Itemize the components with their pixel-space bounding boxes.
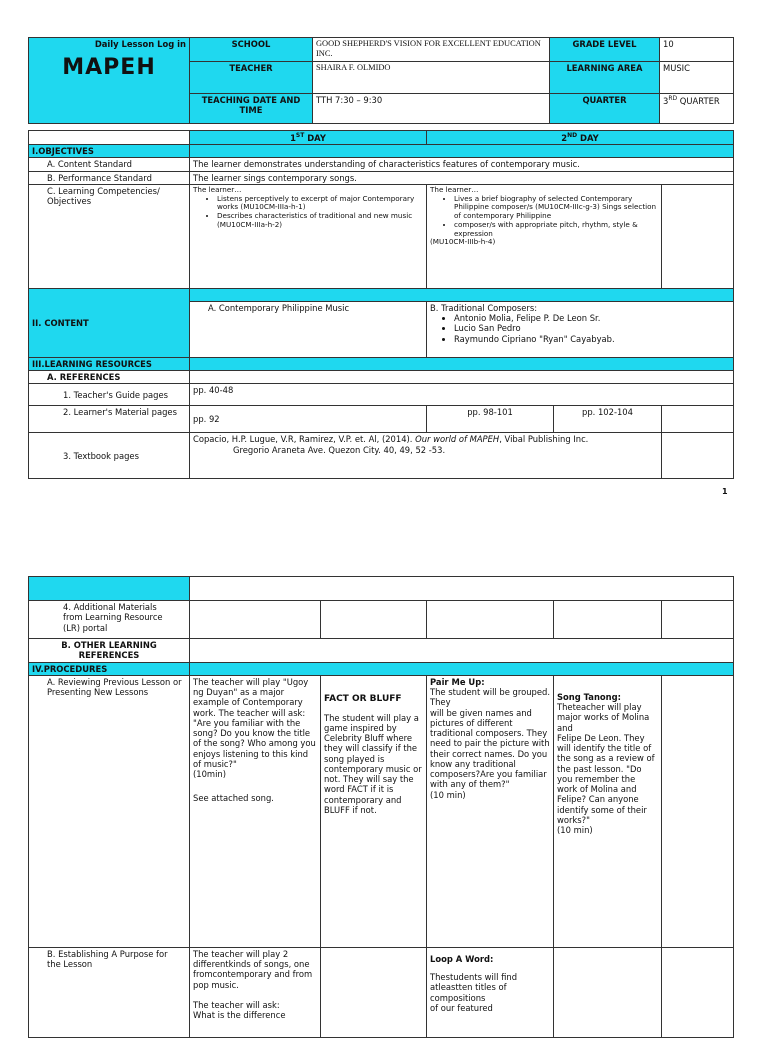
procedure-a-day2b: [554, 675, 662, 947]
content-day2-title: B. Traditional Composers:: [430, 302, 538, 313]
content-heading: [29, 288, 190, 357]
tb-label: 3. Textbook pages: [29, 433, 190, 479]
competencies-day1: [190, 184, 427, 288]
procedure-b-day1-text: The teacher will play 2 differentkinds of songs, one fromcontemporary and from pop music. The teacher will ask: What is the difference: [193, 948, 313, 1021]
lm-value-day2b: pp. 102-104: [554, 406, 662, 433]
competencies-day2-intro: The learner…: [430, 184, 479, 194]
day2-sup: ND: [567, 132, 578, 139]
grade-value: 10: [660, 38, 734, 62]
tg-value: pp. 40-48: [190, 384, 734, 406]
performance-standard-label: B. Performance Standard: [29, 171, 190, 184]
lm-label: 2. Learner's Material pages: [29, 406, 190, 433]
date-value: TTH 7:30 – 9:30: [313, 93, 550, 123]
competencies-day1-list: [193, 195, 423, 230]
list-item: • Listens perceptively to excerpt of major Contemporary works (MU10CM-IIIa-h-1): [217, 195, 423, 213]
pair-me-up-title: Pair Me Up:: [430, 676, 485, 687]
competencies-label: [29, 184, 190, 288]
day2-num: 2: [561, 132, 568, 143]
page-number: 1: [722, 487, 728, 496]
procedure-a-day1-note: See attached song.: [193, 793, 274, 804]
list-item: • composer/s with appropriate pitch, rhythm, style & expression: [454, 221, 658, 239]
teacher-label: TEACHER: [190, 61, 313, 93]
day2-header: [427, 131, 734, 145]
day1-sup: ST: [295, 132, 305, 139]
lm-value-day2a: pp. 98-101: [427, 406, 554, 433]
competencies-label-text: C. Learning Competencies/ Objectives: [47, 185, 160, 207]
other-references-label: B. OTHER LEARNING REFERENCES: [29, 639, 190, 663]
quarter-label: QUARTER: [550, 93, 660, 123]
song-tanong-title: Song Tanong:: [557, 691, 621, 702]
quarter-value: [660, 93, 734, 123]
lm-value-day1: pp. 92: [190, 406, 427, 433]
content-standard-value: The learner demonstrates understanding of characteristics features of contemporary music.: [190, 158, 734, 171]
song-tanong-body: Theteacher will play major works of Molina and Felipe De Leon. They will identify the title of the song as a review of the past lesson. "Do you remember the work of Molina and Felipe? Can anyone identify some of their works?" (10 min): [557, 702, 655, 835]
pair-me-up-body: The student will be grouped. They will be given names and pictures of different traditional composers. They need to pair the picture with their correct names. Do you know any traditional composers?Are you familiar with any of them?" (10 min): [430, 687, 550, 800]
tg-label: 1. Teacher's Guide pages: [29, 384, 190, 406]
fact-or-bluff-title: FACT OR BLUFF: [324, 693, 402, 704]
content-day2: [427, 301, 734, 357]
procedure-a-day2: [427, 675, 554, 947]
fact-or-bluff-body: The student will play a game inspired by Celebrity Bluff where they will classify if the song played is contemporary music or not. They will say the word FACT if it is contemporary and BLUFF if not.: [324, 712, 422, 815]
competencies-day1-intro: The learner…: [193, 184, 242, 194]
school-label: SCHOOL: [190, 38, 313, 62]
list-item: • Lucio San Pedro: [454, 323, 730, 333]
list-item: • Lives a brief biography of selected Contemporary Philippine composer/s (MU10CM-IIIc-g-3) Sings selection of contemporary Philippine: [454, 195, 658, 221]
list-item: • Raymundo Cipriano "Ryan" Cayabyab.: [454, 334, 730, 344]
log-title: Daily Lesson Log in: [94, 39, 186, 49]
composers-list: [430, 313, 730, 344]
resources-heading: III.LEARNING RESOURCES: [29, 357, 190, 370]
header-title-cell: [29, 38, 190, 124]
quarter-word: QUARTER: [677, 95, 720, 106]
list-item: • Describes characteristics of traditional and new music (MU10CM-IIIa-h-2): [217, 212, 423, 230]
competencies-day2-code: (MU10CM-IIIb-h-4): [430, 237, 496, 247]
additional-materials-label: 4. Additional Materials from Learning Resource (LR) portal: [29, 601, 190, 639]
competencies-day2: [427, 184, 662, 288]
quarter-num: 3: [663, 95, 669, 106]
procedure-a-day1-text: The teacher will play "Ugoy ng Duyan" as a major example of Contemporary work. The teacher will ask: "Are you familiar with the song? Do you know the title of the song? Who among you enjoys listening to this kind of music?" (10min): [193, 676, 316, 779]
tb-value-a: Copacio, H.P. Lugue, V.R, Ramirez, V.P. et. Al, (2014).: [193, 434, 416, 445]
procedure-b-label: B. Establishing A Purpose for the Lesson: [29, 947, 190, 1037]
content-day1: A. Contemporary Philippine Music: [190, 301, 427, 357]
teacher-value: SHAIRA F. OLMIDO: [313, 61, 550, 93]
procedure-a-day1b: [321, 675, 427, 947]
area-value: MUSIC: [660, 61, 734, 93]
tb-value-title: Our world of MAPEH: [415, 434, 500, 445]
procedure-a-day1: [190, 675, 321, 947]
date-label: TEACHING DATE AND TIME: [190, 93, 313, 123]
day2-word: DAY: [577, 132, 599, 143]
content-standard-label: A. Content Standard: [29, 158, 190, 171]
tb-value-b: , Vibal Publishing Inc.: [499, 434, 589, 445]
objectives-heading: I.OBJECTIVES: [29, 145, 190, 158]
day1-header: [190, 131, 427, 145]
lesson-table-page1: [28, 130, 734, 479]
procedure-a-label: A. Reviewing Previous Lesson or Presenting New Lessons: [29, 675, 190, 947]
loop-a-word-body: Thestudents will find atleastten titles of compositions of our featured: [430, 972, 518, 1013]
tb-value-c: Gregorio Araneta Ave. Quezon City. 40, 49, 52 -53.: [233, 444, 446, 455]
header-table: [28, 37, 734, 124]
day1-word: DAY: [304, 132, 326, 143]
references-heading: A. REFERENCES: [29, 371, 190, 384]
area-label: LEARNING AREA: [550, 61, 660, 93]
competencies-day2-list: [430, 195, 658, 239]
school-value: GOOD SHEPHERD'S VISION FOR EXCELLENT EDUCATION INC.: [313, 38, 550, 62]
subject-title: MAPEH: [62, 55, 156, 81]
lesson-table-page2: [28, 576, 734, 1038]
procedures-heading: IV.PROCEDURES: [29, 662, 190, 675]
grade-label: GRADE LEVEL: [550, 38, 660, 62]
quarter-sup: RD: [668, 94, 678, 102]
day1-num: 1: [290, 132, 296, 143]
content-heading-text: II. CONTENT: [32, 317, 89, 328]
list-item: • Antonio Molia, Felipe P. De Leon Sr.: [454, 313, 730, 323]
tb-value: [190, 433, 662, 479]
performance-standard-value: The learner sings contemporary songs.: [190, 171, 734, 184]
loop-a-word-title: Loop A Word:: [430, 953, 494, 964]
